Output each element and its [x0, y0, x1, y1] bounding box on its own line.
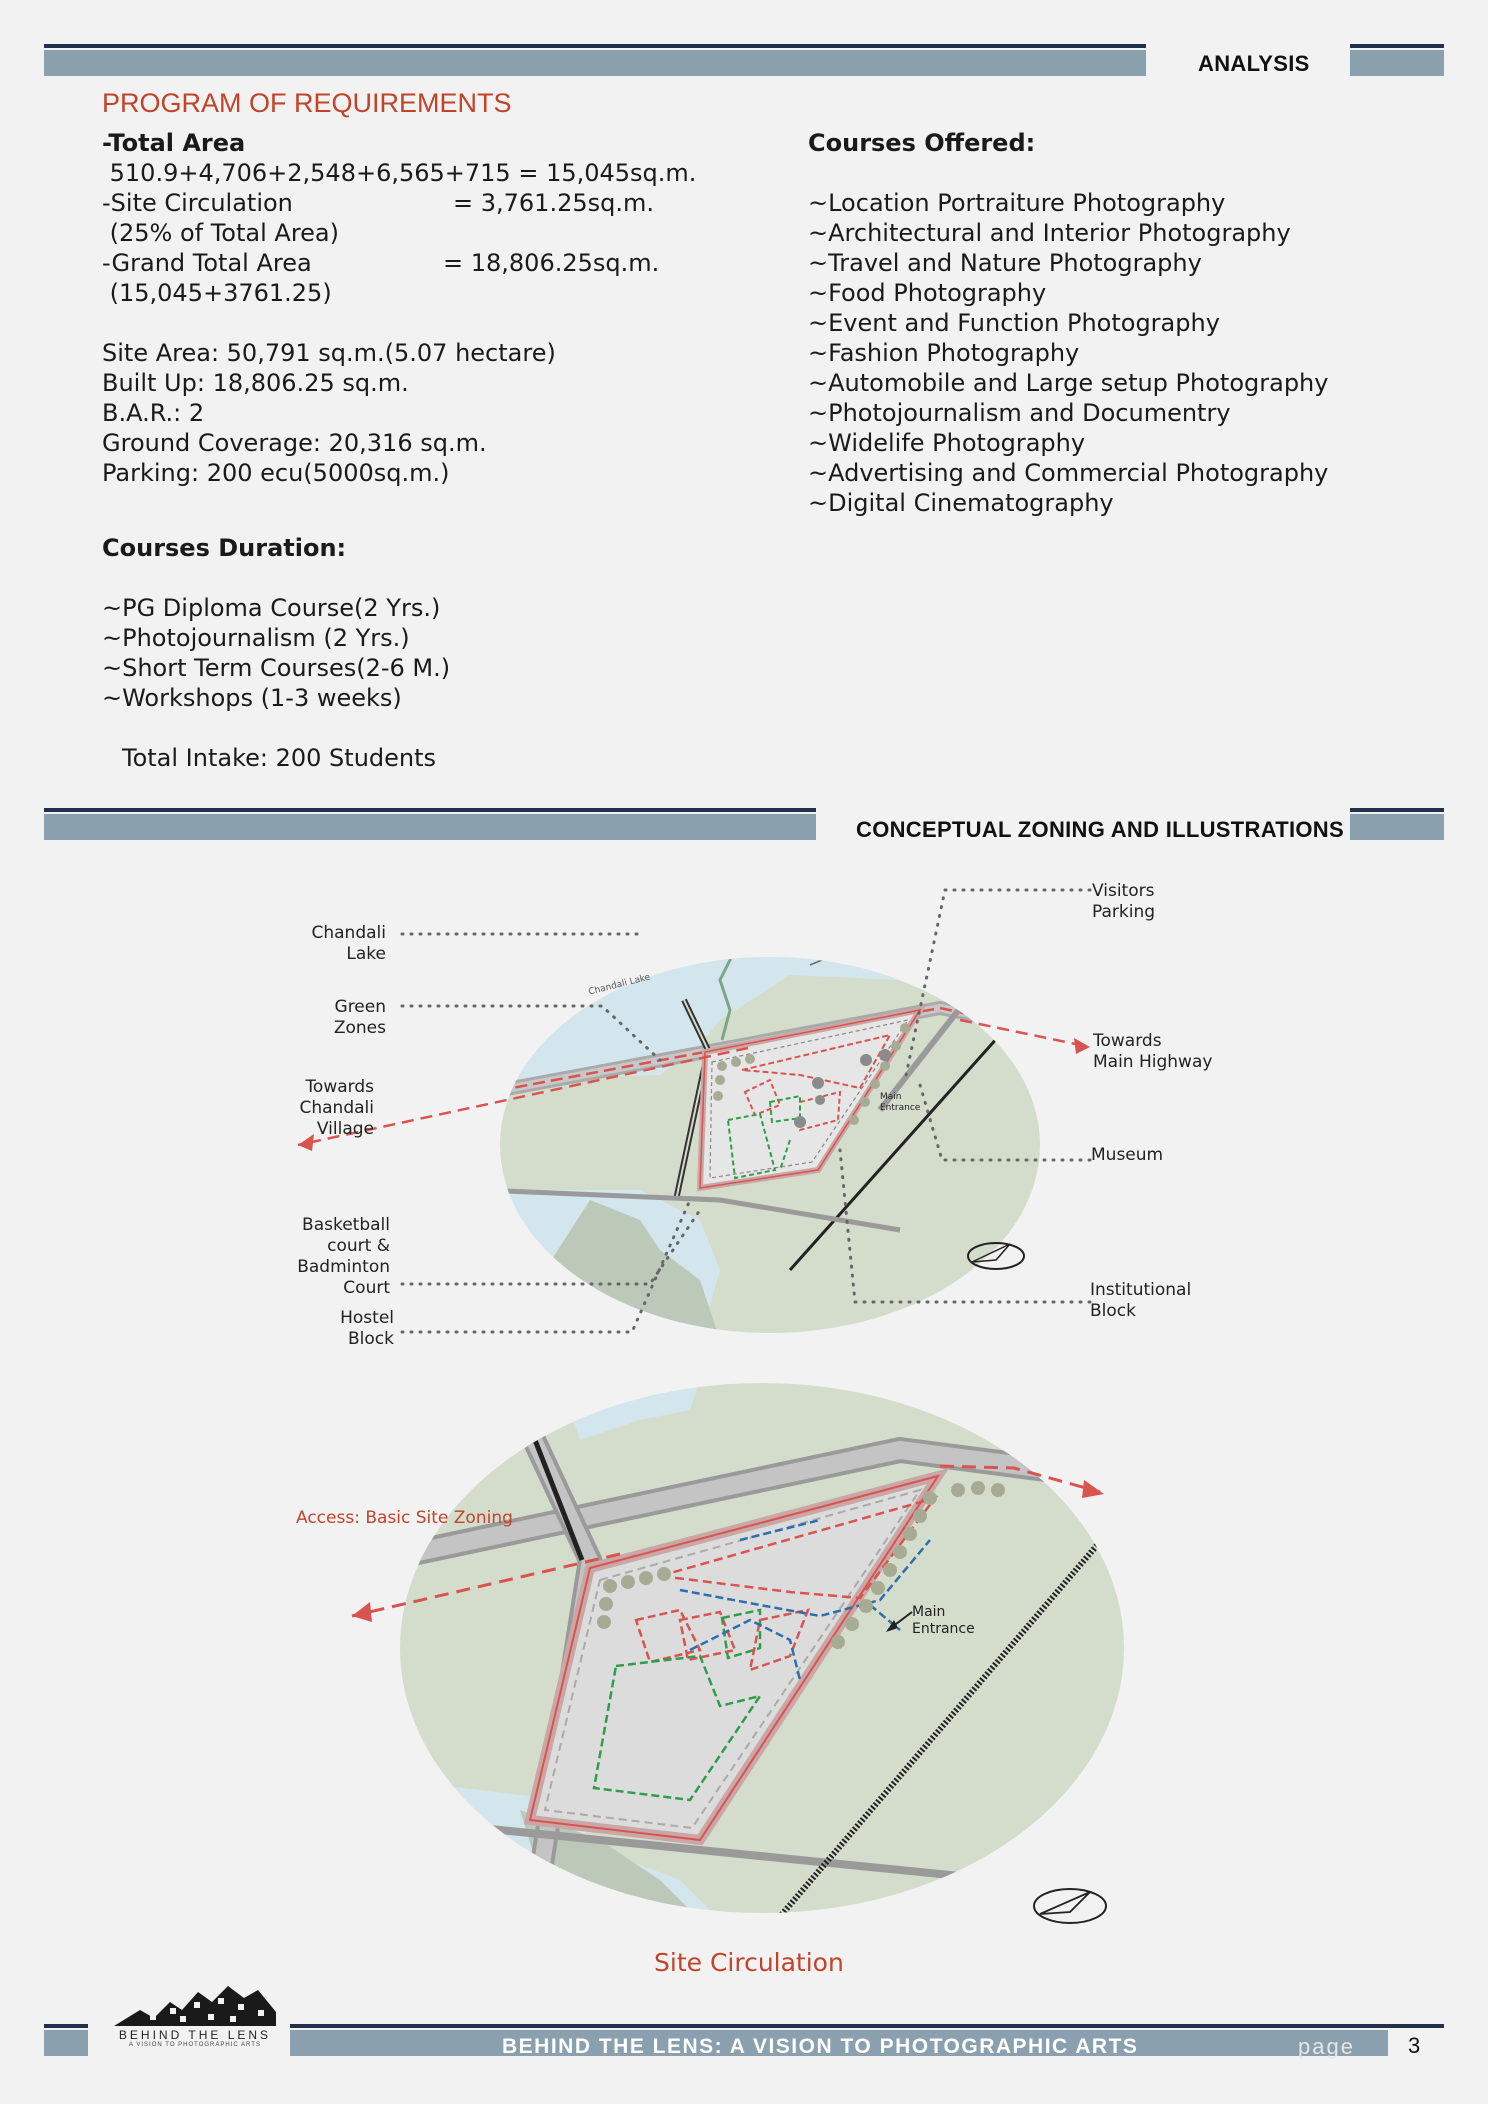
- course-item: ~Automobile and Large setup Photography: [808, 369, 1329, 397]
- course-item: ~Photojournalism and Documentry: [808, 399, 1231, 427]
- main-entrance-label: Main Entrance: [912, 1604, 975, 1637]
- label-courts: Basketball court & Badminton Court: [297, 1215, 390, 1298]
- course-item: ~Event and Function Photography: [808, 309, 1220, 337]
- footer-title: BEHIND THE LENS: A VISION TO PHOTOGRAPHIC ARTS: [502, 2035, 1139, 2058]
- total-intake: Total Intake: 200 Students: [122, 744, 437, 772]
- section-title-zoning: CONCEPTUAL ZONING AND ILLUSTRATIONS: [856, 817, 1344, 842]
- ground-coverage: Ground Coverage: 20,316 sq.m.: [102, 429, 487, 457]
- zoning-bar-right: [1350, 814, 1444, 840]
- footer-rule-main: [290, 2024, 1444, 2028]
- program-title: PROGRAM OF REQUIREMENTS: [102, 88, 512, 118]
- course-item: ~Location Portraiture Photography: [808, 189, 1226, 217]
- zoning-map-diagram: [0, 870, 1488, 1340]
- label-chandali-lake: Chandali Lake: [311, 923, 386, 964]
- course-item: ~Advertising and Commercial Photography: [808, 459, 1329, 487]
- course-item: ~Travel and Nature Photography: [808, 249, 1202, 277]
- label-visitors-parking: Visitors Parking: [1092, 881, 1156, 922]
- header-rule-right: [1350, 44, 1444, 48]
- label-museum: Museum: [1091, 1145, 1164, 1165]
- duration-heading: Courses Duration:: [102, 534, 347, 562]
- logo-mark: [110, 1952, 280, 2032]
- section-title-analysis: ANALYSIS: [1198, 51, 1310, 76]
- parking: Parking: 200 ecu(5000sq.m.): [102, 459, 450, 487]
- area-line-1: 510.9+4,706+2,548+6,565+715 = 15,045sq.m.: [102, 159, 697, 187]
- lake-map-label: Chandali Lake: [587, 972, 652, 998]
- site-area: Site Area: 50,791 sq.m.(5.07 hectare): [102, 339, 556, 367]
- label-hostel-block: Hostel Block: [340, 1308, 394, 1349]
- footer-rule-left: [44, 2024, 88, 2028]
- header-bar-left: [44, 50, 1146, 76]
- footer-page-number: 3: [1408, 2033, 1421, 2058]
- bar-ratio: B.A.R.: 2: [102, 399, 205, 427]
- logo-tagline: A VISION TO PHOTOGRAPHIC ARTS: [129, 2042, 261, 2048]
- grand-total-value: = 18,806.25sq.m.: [443, 249, 660, 277]
- site-circulation-diagram: [0, 1380, 1488, 1940]
- area-line-5: (15,045+3761.25): [102, 279, 332, 307]
- course-item: ~Digital Cinematography: [808, 489, 1114, 517]
- main-entrance-small-label: Main Entrance: [880, 1092, 921, 1113]
- course-item: ~Widelife Photography: [808, 429, 1086, 457]
- zoning-bar-left: [44, 814, 816, 840]
- label-towards-village: Towards Chandali Village: [299, 1077, 374, 1139]
- logo-name: BEHIND THE LENS: [118, 2028, 272, 2042]
- course-item: ~Architectural and Interior Photography: [808, 219, 1291, 247]
- course-item: ~Food Photography: [808, 279, 1047, 307]
- access-label: Access: Basic Site Zoning: [296, 1508, 513, 1528]
- label-institutional-block: Institutional Block: [1090, 1280, 1192, 1321]
- footer-page-label: page: [1298, 2034, 1355, 2059]
- area-line-3: (25% of Total Area): [102, 219, 339, 247]
- label-towards-highway: Towards Main Highway: [1093, 1031, 1213, 1072]
- header-bar-right: [1350, 50, 1444, 76]
- site-circulation-caption: Site Circulation: [654, 1948, 844, 1977]
- header-rule-left: [44, 44, 1146, 48]
- courses-heading: Courses Offered:: [808, 129, 1036, 157]
- duration-item: ~Short Term Courses(2-6 M.): [102, 654, 451, 682]
- built-up: Built Up: 18,806.25 sq.m.: [102, 369, 409, 397]
- area-line-2: -Site Circulation: [102, 189, 293, 217]
- total-area-heading: -Total Area: [102, 129, 246, 157]
- course-item: ~Fashion Photography: [808, 339, 1080, 367]
- duration-item: ~PG Diploma Course(2 Yrs.): [102, 594, 441, 622]
- duration-item: ~Photojournalism (2 Yrs.): [102, 624, 410, 652]
- zoning-rule-right: [1350, 808, 1444, 812]
- footer-bar-left: [44, 2030, 88, 2056]
- zoning-rule-left: [44, 808, 816, 812]
- site-circulation-value: = 3,761.25sq.m.: [453, 189, 654, 217]
- label-green-zones: Green Zones: [333, 997, 386, 1038]
- duration-item: ~Workshops (1-3 weeks): [102, 684, 402, 712]
- area-line-4: -Grand Total Area: [102, 249, 312, 277]
